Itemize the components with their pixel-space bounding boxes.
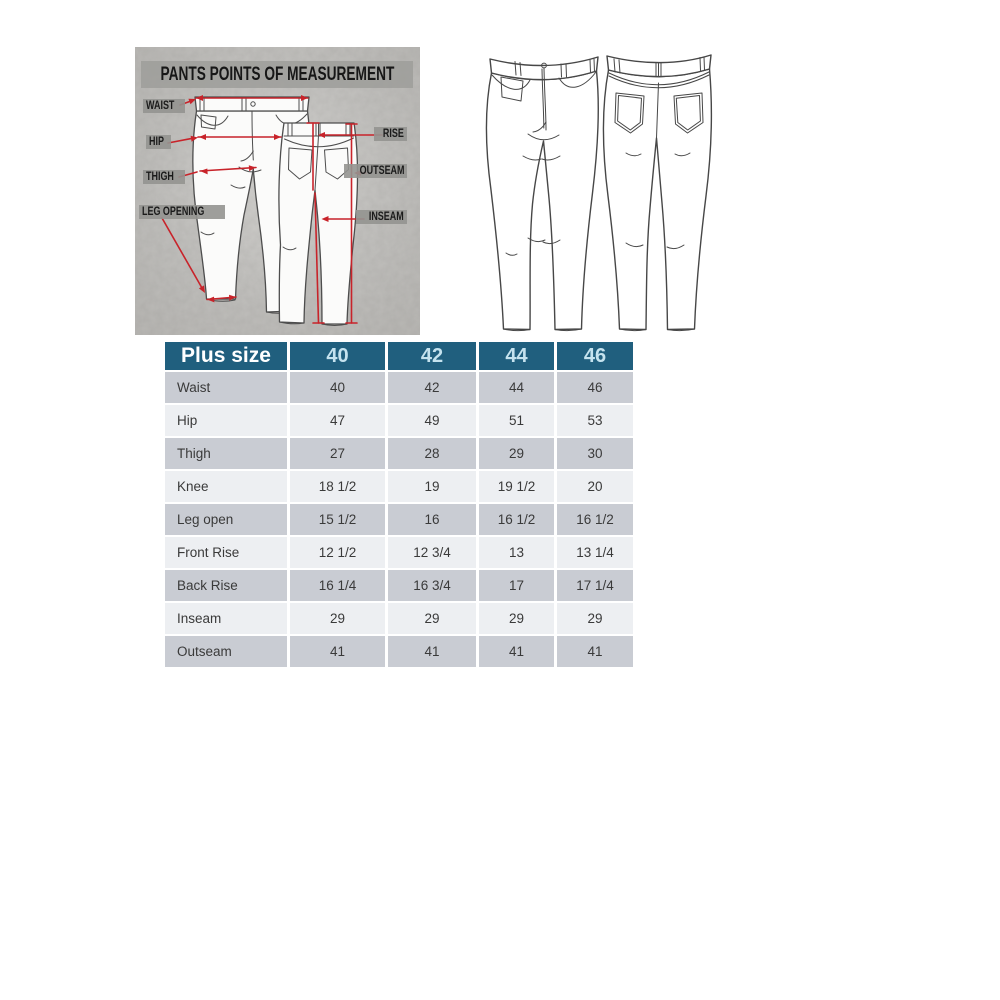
row-label-inseam: Inseam	[165, 603, 287, 634]
size-cell: 41	[479, 636, 554, 667]
label-thigh: THIGH	[143, 170, 185, 184]
chart-header-size-40: 40	[290, 342, 385, 370]
size-cell: 16 1/2	[557, 504, 633, 535]
label-outseam: OUTSEAM	[344, 164, 408, 178]
size-cell: 19	[388, 471, 476, 502]
row-label-hip: Hip	[165, 405, 287, 436]
size-cell: 29	[290, 603, 385, 634]
size-cell: 41	[557, 636, 633, 667]
size-cell: 29	[479, 438, 554, 469]
chart-header-size-44: 44	[479, 342, 554, 370]
label-hip: HIP	[146, 135, 171, 149]
size-cell: 16 3/4	[388, 570, 476, 601]
size-cell: 16 1/4	[290, 570, 385, 601]
back-jeans-sketch	[603, 55, 711, 331]
chart-header-label: Plus size	[165, 342, 287, 370]
row-label-leg-open: Leg open	[165, 504, 287, 535]
row-label-outseam: Outseam	[165, 636, 287, 667]
row-label-thigh: Thigh	[165, 438, 287, 469]
size-cell: 27	[290, 438, 385, 469]
size-cell: 17 1/4	[557, 570, 633, 601]
size-cell: 17	[479, 570, 554, 601]
size-cell: 19 1/2	[479, 471, 554, 502]
chart-header-size-46: 46	[557, 342, 633, 370]
size-cell: 18 1/2	[290, 471, 385, 502]
pants-measurement-diagram	[135, 47, 420, 335]
label-rise: RISE	[374, 127, 407, 141]
diagram-title	[141, 61, 413, 88]
size-cell: 29	[388, 603, 476, 634]
size-cell: 15 1/2	[290, 504, 385, 535]
size-cell: 28	[388, 438, 476, 469]
size-cell: 29	[557, 603, 633, 634]
chart-header-size-42: 42	[388, 342, 476, 370]
jeans-flat-sketch	[468, 38, 733, 338]
measurement-diagram-artwork	[135, 47, 420, 335]
jeans-flat-sketch-artwork	[468, 38, 733, 338]
size-cell: 12 1/2	[290, 537, 385, 568]
size-cell: 42	[388, 372, 476, 403]
size-cell: 29	[479, 603, 554, 634]
row-label-back-rise: Back Rise	[165, 570, 287, 601]
diagram-title-text: PANTS POINTS OF MEASUREMENT	[160, 63, 394, 85]
row-label-front-rise: Front Rise	[165, 537, 287, 568]
row-label-knee: Knee	[165, 471, 287, 502]
size-cell: 13	[479, 537, 554, 568]
front-jeans-sketch	[486, 57, 598, 331]
plus-size-chart	[165, 342, 633, 667]
size-cell: 53	[557, 405, 633, 436]
size-cell: 16 1/2	[479, 504, 554, 535]
label-inseam: INSEAM	[356, 210, 407, 224]
label-waist: WAIST	[143, 99, 185, 113]
size-cell: 12 3/4	[388, 537, 476, 568]
label-leg-opening: LEG OPENING	[139, 205, 225, 219]
size-cell: 13 1/4	[557, 537, 633, 568]
row-label-waist: Waist	[165, 372, 287, 403]
size-cell: 30	[557, 438, 633, 469]
size-cell: 47	[290, 405, 385, 436]
size-cell: 20	[557, 471, 633, 502]
size-cell: 51	[479, 405, 554, 436]
size-cell: 41	[388, 636, 476, 667]
size-cell: 46	[557, 372, 633, 403]
size-cell: 44	[479, 372, 554, 403]
size-cell: 40	[290, 372, 385, 403]
size-cell: 41	[290, 636, 385, 667]
size-cell: 16	[388, 504, 476, 535]
size-cell: 49	[388, 405, 476, 436]
